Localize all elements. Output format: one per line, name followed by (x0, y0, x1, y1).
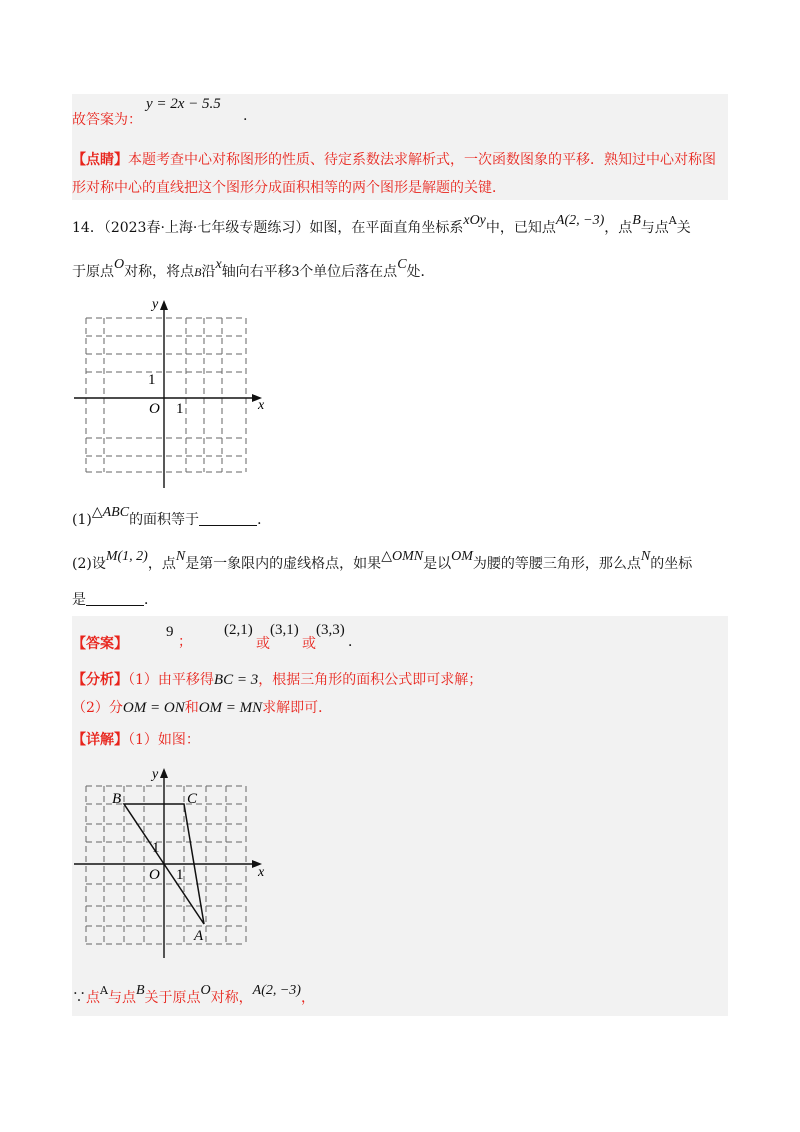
problem-text: 如图，在平面直角坐标系 (309, 220, 464, 236)
question-2-line-2 (72, 590, 158, 610)
last-line-text: 点 (86, 990, 100, 1006)
q1-answer-blank (199, 511, 257, 526)
problem-text: 个单位后落在点 (299, 264, 398, 280)
q2-answer-blank (86, 591, 144, 606)
point-a-coord: A(2, −3) (252, 983, 301, 998)
detail-line (72, 730, 200, 750)
analysis-label: 【分析】 (72, 672, 128, 688)
problem-line-1 (72, 213, 691, 239)
analysis-line-2 (72, 698, 332, 718)
problem-text: 沿 (201, 264, 216, 280)
y-label: y (152, 767, 159, 782)
coord-system: xOy (463, 213, 486, 228)
problem-line-2 (72, 257, 435, 283)
segment-om: OM (451, 549, 473, 564)
dashed-grid (86, 786, 246, 944)
comment-text-1: 本题考查中心对称图形的性质、待定系数法求解析式，一次函数图象的平移．熟知过中心对称图 (128, 152, 716, 168)
detail-text: （1）如图： (128, 732, 200, 748)
q2-text: 为腰的等腰三角形，那么点 (472, 556, 641, 572)
answer-point-3: (3,3) (316, 622, 345, 638)
question-1 (72, 505, 272, 531)
q2-text: ，点 (147, 556, 176, 572)
q2-text: 是以 (423, 556, 452, 572)
q1-text: 的面积等于 (129, 512, 200, 528)
q1-prefix: (1) (72, 512, 92, 528)
analysis-text: 和 (184, 700, 199, 716)
point-n-label: N (640, 549, 651, 564)
detail-label: 【详解】 (72, 732, 128, 748)
answer-prefix: 故答案为： (72, 112, 142, 128)
q2-text: 是 (72, 592, 86, 608)
om-on-equation: OM = ON (122, 700, 185, 716)
last-line-text: 与点 (107, 990, 136, 1006)
problem-source: （2023春·上海·七年级专题练习） (103, 220, 310, 236)
last-line (72, 983, 315, 1009)
answer-or-1: 或 (256, 636, 270, 652)
origin-label: O (200, 983, 211, 998)
origin-label: O (114, 257, 125, 272)
unit-y-label: 1 (152, 840, 160, 856)
point-n-label: N (175, 549, 186, 564)
triangle-omn: △OMN (381, 549, 424, 564)
point-b-label: B (194, 265, 202, 279)
last-line-text: 对称， (210, 990, 253, 1006)
answer-end-dot: . (243, 108, 248, 124)
vertex-b-label: B (112, 791, 122, 807)
q2-text: 是第一象限内的虚线格点，如果 (185, 556, 382, 572)
comment-label: 【点睛】 (72, 152, 128, 168)
y-axis-arrow-icon (160, 300, 168, 310)
unit-x-label: 1 (176, 867, 184, 883)
x-axis-label: x (215, 257, 222, 272)
answer-row (72, 634, 128, 654)
y-label: y (152, 297, 159, 312)
om-mn-equation: OM = MN (198, 700, 263, 716)
q1-end: ． (257, 512, 272, 528)
shift-amount: 3 (291, 264, 300, 280)
problem-text: 关 (676, 220, 691, 236)
problem-text: 处． (406, 264, 435, 280)
answer-end: ． (348, 634, 362, 650)
origin-o-label: O (149, 401, 160, 417)
point-b-label: B (135, 983, 145, 998)
problem-text: ，点 (604, 220, 633, 236)
analysis-text: （1）由平移得 (128, 672, 214, 688)
dashed-grid (86, 318, 246, 472)
problem-text: 轴向右平移 (221, 264, 292, 280)
bc-equation: BC = 3 (213, 672, 259, 688)
coordinate-grid-figure-2 (70, 762, 270, 962)
answer-point-1: (2,1) (224, 622, 253, 638)
q2-end: ． (144, 592, 158, 608)
x-label: x (258, 398, 265, 413)
analysis-line-1 (72, 670, 482, 690)
coordinate-grid-figure-1 (70, 292, 270, 492)
last-line-text: 关于原点 (144, 990, 201, 1006)
vertex-a-label: A (194, 928, 204, 944)
answer-equation: y = 2x − 5.5 (146, 96, 221, 112)
point-a-label: A (668, 214, 677, 227)
unit-x-label: 1 (176, 401, 184, 417)
because-symbol: ∵ (72, 990, 86, 1006)
problem-text: 对称，将点 (124, 264, 195, 280)
problem-text: 与点 (640, 220, 669, 236)
q2-prefix: (2)设 (72, 556, 106, 572)
problem-text: 于原点 (72, 264, 114, 280)
comment-line-1 (72, 150, 716, 170)
origin-o-label: O (149, 867, 160, 883)
point-c-label: C (397, 257, 407, 272)
point-a-label: A (100, 984, 108, 997)
point-a-coord: A(2, −3) (555, 213, 605, 228)
last-line-text: ， (300, 990, 315, 1006)
y-axis-arrow-icon (160, 768, 168, 778)
analysis-text: （2）分 (72, 700, 123, 716)
problem-text: 中，已知点 (485, 220, 556, 236)
unit-y-label: 1 (148, 372, 156, 388)
x-label: x (258, 865, 265, 880)
point-m-coord: M(1, 2) (105, 549, 148, 564)
answer-label: 【答案】 (72, 636, 128, 652)
analysis-text: ，根据三角形的面积公式即可求解； (258, 672, 483, 688)
vertex-c-label: C (187, 791, 198, 807)
answer-point-2: (3,1) (270, 622, 299, 638)
comment-line-2: 形对称中心的直线把这个图形分成面积相等的两个图形是解题的关键． (72, 180, 506, 196)
answer-or-2: 或 (302, 636, 316, 652)
question-2-line-1 (72, 549, 693, 575)
answer-sep: ； (178, 634, 192, 650)
answer-value-1: 9 (166, 624, 174, 640)
q2-text: 的坐标 (650, 556, 693, 572)
analysis-text: 求解即可． (262, 700, 333, 716)
point-b-label: B (632, 213, 641, 228)
triangle-abc: △ABC (91, 505, 130, 520)
problem-number: 14． (72, 220, 104, 236)
